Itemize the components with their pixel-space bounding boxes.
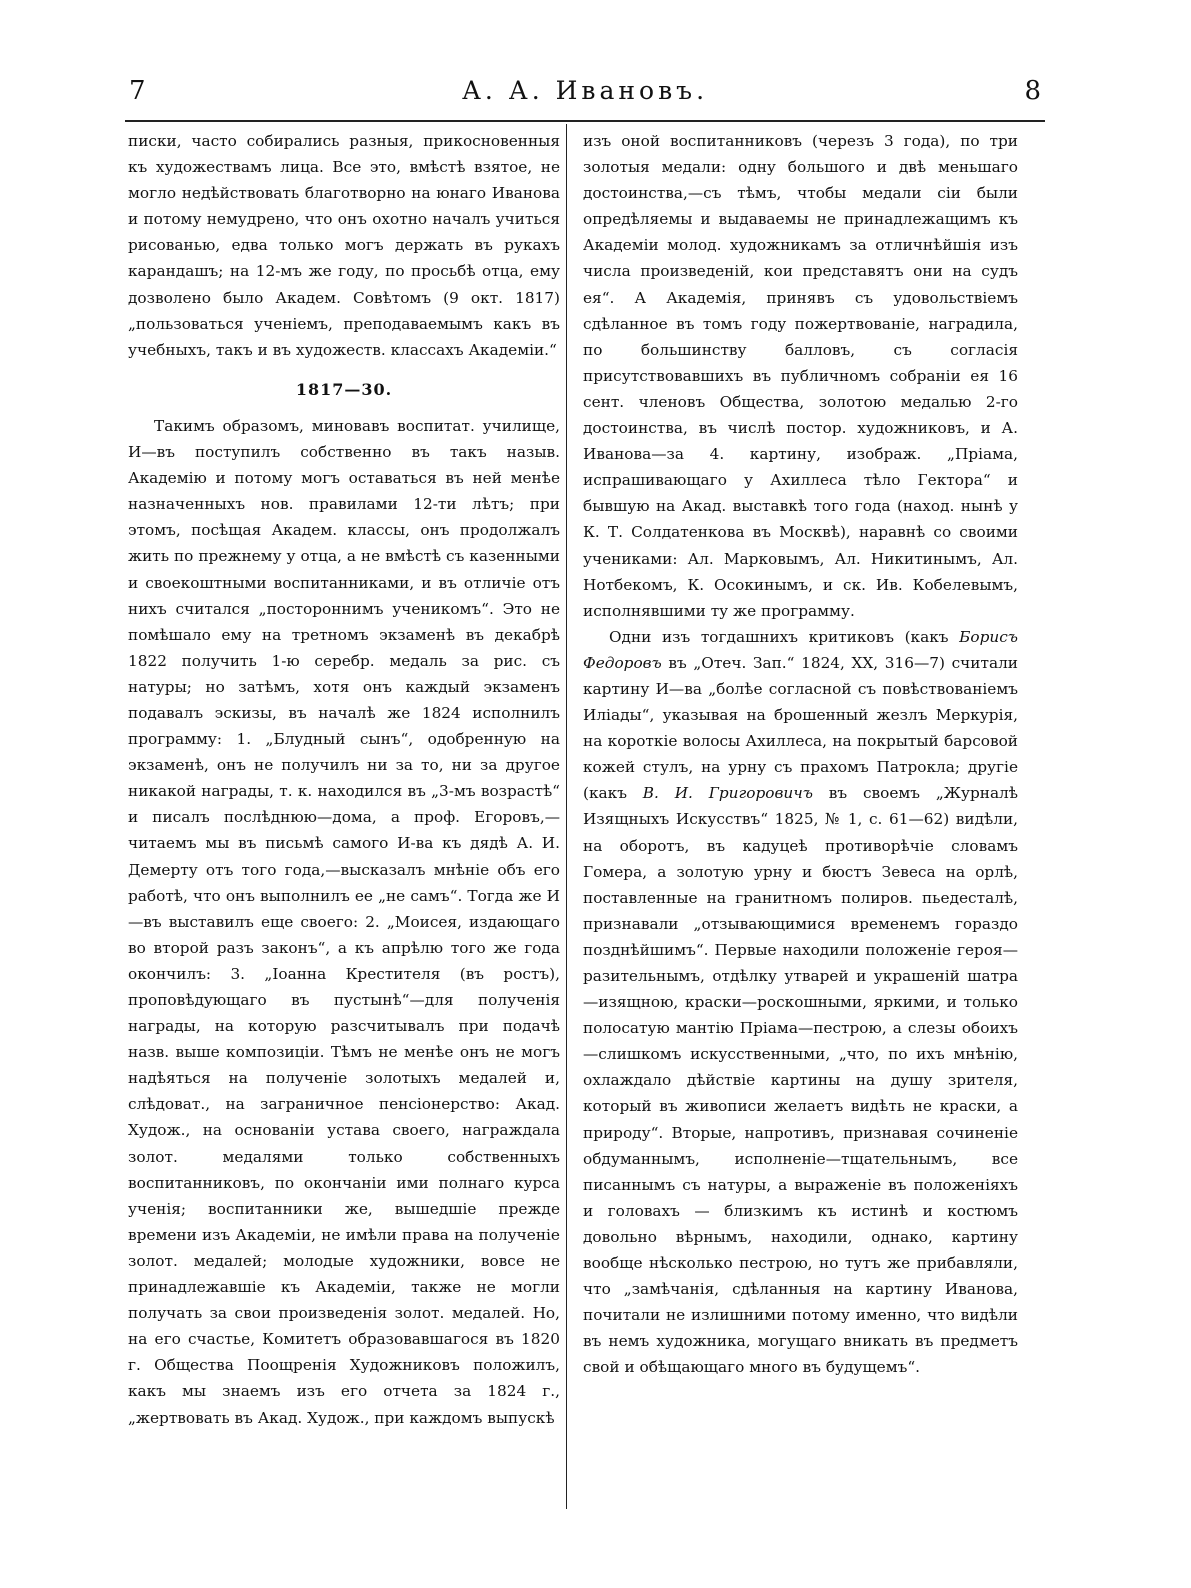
author-name-grigorovich: В. И. Григоровичъ: [642, 784, 813, 803]
right-p2-text-a: Одни изъ тогдашнихъ критиковъ (какъ: [609, 627, 960, 646]
section-heading: 1817—30.: [295, 379, 393, 399]
page-number-left: 7: [129, 76, 146, 106]
right-p2-text-b: въ „Отеч. Зап.“ 1824, XX, 316—7) считали картину И—ва „болѣе согласной съ повѣствованiемъ Илiады“, указывая на брошенный жезлъ Меркурiя, на короткiе волосы Ахиллеса, на покрытый барсовой кожей стулъ, на урну съ прахомъ Патрокла; другiе (какъ: [583, 653, 1018, 803]
page-number-right: 8: [1024, 76, 1041, 106]
author-name-fedorov: Борисъ Федоровъ: [583, 627, 1018, 672]
right-paragraph-1: изъ оной воспитанниковъ (черезъ 3 года), по три золотыя медали: одну большого и двѣ меньшаго достоинства,—съ тѣмъ, чтобы медали сiи были опредѣляемы и выдаваемы не принадлежащимъ къ Академiи молод. художникамъ за отличнѣйшiя изъ числа произведенiй, кои представятъ они на судъ ея“. А Академiя, принявъ съ удовольствiемъ сдѣланное въ томъ году пожертвованiе, наградила, по большинству балловъ, съ согласiя присутствовавшихъ въ публичномъ собранiи ея 16 сент. членовъ Общества, золотою медалью 2-го достоинства, въ числѣ постор. художниковъ, и А. Иванова—за 4. картину, изображ. „Прiама, испрашивающаго у Ахиллеса тѣло Гектора“ и бывшую на Акад. выставкѣ того года (наход. нынѣ у К. Т. Солдатенкова въ Москвѣ), наравнѣ со своими учениками: Ал. Марковымъ, Ал. Никитинымъ, Ал. Нотбекомъ, К. Осокинымъ, и ск. Ив. Кобелевымъ, исполнявшими ту же программу.: [583, 132, 1018, 620]
running-head: А. А. Ивановъ.: [461, 76, 709, 105]
right-column: [583, 128, 1018, 1381]
left-paragraph-1: писки, часто собирались разныя, прикосновенныя къ художествамъ лица. Все это, вмѣстѣ взятое, не могло недѣйствовать благотворно на юнаго Иванова и потому немудрено, что онъ охотно началъ учиться рисованью, едва только могъ держать въ рукахъ карандашъ; на 12-мъ же году, по просьбѣ отца, ему дозволено было Академ. Совѣтомъ (9 окт. 1817) „пользоваться ученiемъ, преподаваемымъ какъ въ учебныхъ, такъ и въ художеств. классахъ Академiи.“: [128, 132, 560, 359]
right-p2-text-c: въ своемъ „Журналѣ Изящныхъ Искусствъ“ 1825, № 1, с. 61—62) видѣли, на оборотъ, въ кадуцеѣ противорѣчiе словамъ Гомера, а золотую урну и бюстъ Зевеса на орлѣ, поставленные на гранитномъ полиров. пьедесталѣ, признавали „отзывающимися временемъ гораздо позднѣйшимъ“. Первые находили положенiе героя—разительнымъ, отдѣлку утварей и украшенiй шатра—изящною, краски—роскошными, яркими, и только полосатую мантiю Прiама—пестрою, а слезы обоихъ—слишкомъ искусственными, „что, по ихъ мнѣнiю, охлаждало дѣйствiе картины на душу зрителя, который въ живописи желаетъ видѣть не краски, а природу“. Вторые, напротивъ, признавая сочиненiе обдуманнымъ, исполненiе—тщательнымъ, все писаннымъ съ натуры, а выраженiе въ положенiяхъ и головахъ — близкимъ къ истинѣ и костюмъ довольно вѣрнымъ, находили, однако, картину вообще нѣсколько пестрою, но тутъ же прибавляли, что „замѣчанiя, сдѣланныя на картину Иванова, почитали не излишними потому именно, что видѣли въ немъ художника, могущаго вникать въ предметъ свой и обѣщающаго много въ будущемъ“.: [583, 784, 1019, 1377]
left-column: [128, 128, 560, 1431]
header-rule: [125, 120, 1045, 122]
right-paragraph-2: [583, 624, 1018, 1381]
page-header: [125, 72, 1045, 116]
column-separator: [566, 124, 567, 1509]
left-paragraph-2: Такимъ образомъ, миновавъ воспитат. училище, И—въ поступилъ собственно въ такъ назыв. Академiю и потому могъ оставаться въ ней менѣе назначенныхъ нов. правилами 12-ти лѣтъ; при этомъ, посѣщая Академ. классы, онъ продолжалъ жить по прежнему у отца, а не вмѣстѣ съ казенными и своекоштными воспитанниками, и въ отличiе отъ нихъ считался „постороннимъ ученикомъ“. Это не помѣшало ему на третномъ экзаменѣ въ декабрѣ 1822 получить 1-ю серебр. медаль за рис. съ натуры; но затѣмъ, хотя онъ каждый экзаменъ подавалъ эскизы, въ началѣ же 1824 исполнилъ программу: 1. „Блудный сынъ“, одобренную на экзаменѣ, онъ не получилъ ни за то, ни за другое никакой награды, т. к. находился въ „3-мъ возрастѣ“ и писалъ послѣднюю—дома, а проф. Егоровъ,—читаемъ мы въ письмѣ самого И-ва къ дядѣ А. И. Демерту отъ того года,—высказалъ мнѣнiе объ его работѣ, что онъ выполнилъ ее „не самъ“. Тогда же И—въ выставилъ еще своего: 2. „Моисея, издающаго во второй разъ законъ“, а къ апрѣлю того же года окончилъ: 3. „Iоанна Крестителя (въ ростъ), проповѣдующаго въ пустынѣ“—для полученiя награды, на которую разсчитывалъ при подачѣ назв. выше композицiи. Тѣмъ не менѣе онъ не могъ надѣяться на полученiе золотыхъ медалей и, слѣдоват., на заграничное пенсiонерство: Акад. Худож., на основанiи устава своего, награждала золот. медалями только собственныхъ воспитанниковъ, по окончанiи ими полнаго курса ученiя; воспитанники же, вышедшiе прежде времени изъ Академiи, не имѣли права на полученiе золот. медалей; молодые художники, вовсе не принадлежавшiе къ Академiи, также не могли получать за свои произведенiя золот. медалей. Но, на его счастье, Комитетъ образовавшагося въ 1820 г. Общества Поощренiя Художниковъ положилъ, какъ мы знаемъ изъ его отчета за 1824 г., „жертвовать въ Акад. Худож., при каждомъ выпускѣ: [128, 416, 560, 1427]
